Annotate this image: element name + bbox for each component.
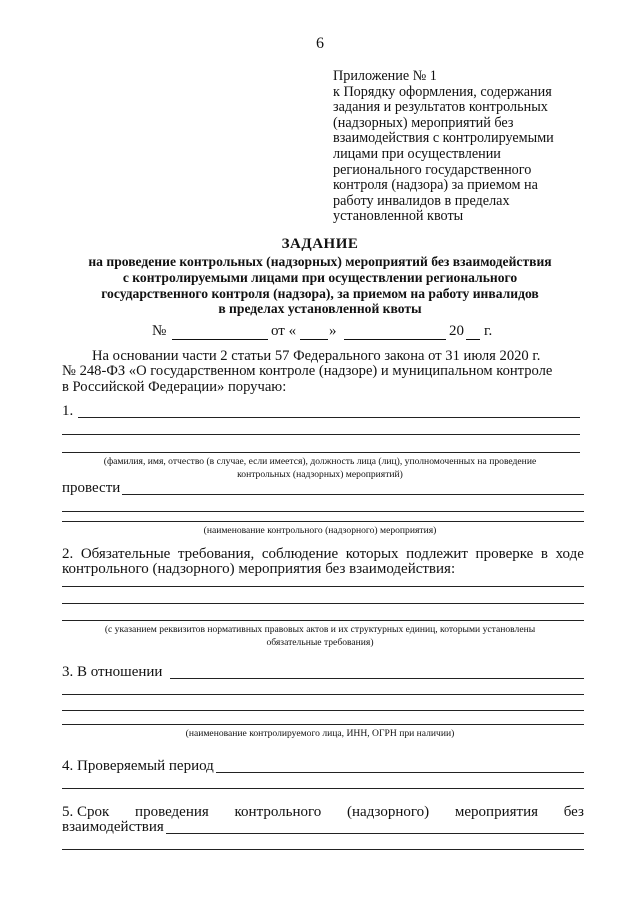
appendix-line: работу инвалидов в пределах	[333, 192, 510, 209]
section3-label: 3. В отношении	[62, 664, 163, 680]
subject-field-line[interactable]	[62, 710, 584, 711]
caption-line: обязательные требования)	[266, 637, 374, 648]
word: требования,	[177, 546, 255, 562]
basis-line: № 248-ФЗ «О государственном контроле (надзоре) и муниципальном контроле	[62, 363, 553, 380]
basis-line: На основании части 2 статьи 57 Федерального закона от 31 июля 2020 г.	[92, 348, 541, 364]
year-prefix: 20	[449, 323, 464, 339]
section1-label: 1.	[62, 403, 74, 419]
conduct-label: провести	[62, 480, 121, 496]
subject-field-line[interactable]	[62, 724, 584, 725]
document-subtitle	[40, 254, 600, 317]
basis-line: в Российской Федерации» поручаю:	[62, 378, 287, 395]
word: проверке	[475, 546, 534, 562]
requirements-field-line[interactable]	[62, 586, 584, 587]
requirements-field-line[interactable]	[62, 620, 584, 621]
appendix-line: к Порядку оформления, содержания	[333, 83, 552, 100]
year-field[interactable]	[466, 339, 480, 340]
page-number: 6	[316, 35, 324, 52]
caption-line: (с указанием реквизитов нормативных правовых актов и их структурных единиц, которыми установлены	[104, 624, 536, 635]
date-quote-close: »	[329, 323, 337, 339]
word: в	[540, 546, 548, 562]
appendix-line: взаимодействия с контролируемыми	[333, 130, 554, 147]
basis-paragraph	[62, 349, 584, 395]
word: контрольного	[234, 804, 322, 820]
word: 2.	[62, 546, 74, 562]
appendix-line: регионального государственного	[333, 161, 532, 178]
month-field[interactable]	[344, 339, 446, 340]
word: ходе	[555, 546, 584, 562]
requirements-field-line[interactable]	[62, 603, 584, 604]
year-suffix: г.	[484, 323, 493, 339]
event-name-field[interactable]	[122, 494, 584, 495]
section5-label-line2: взаимодействия	[62, 819, 164, 835]
subtitle-line: в пределах установленной квоты	[218, 301, 422, 317]
word: проведения	[135, 804, 209, 820]
subject-caption: (наименование контролируемого лица, ИНН, ОГРН при наличии)	[185, 728, 455, 739]
appendix-line: (надзорных) мероприятий без	[333, 114, 514, 131]
subtitle-line: на проведение контрольных (надзорных) мероприятий без взаимодействия	[88, 254, 552, 269]
word: соблюдение	[261, 546, 339, 562]
word: (надзорного)	[347, 804, 430, 820]
word: без	[563, 804, 584, 820]
appendix-line: Приложение № 1	[333, 68, 437, 84]
duration-field-line[interactable]	[62, 849, 584, 850]
event-name-field-line[interactable]	[62, 511, 584, 512]
number-field[interactable]	[172, 339, 268, 340]
period-field[interactable]	[216, 772, 584, 773]
appendix-line: лицами при осуществлении	[333, 145, 501, 162]
appendix-line: контроля (надзора) за приемом на	[333, 177, 538, 194]
section2-heading-line2: контрольного (надзорного) мероприятия без взаимодействия:	[62, 561, 456, 577]
subject-field[interactable]	[170, 678, 584, 679]
subtitle-line: с контролируемыми лицами при осуществлении регионального	[122, 269, 518, 285]
subtitle-line: государственного контроля (надзора), за приемом на работу инвалидов	[101, 285, 539, 301]
word: подлежит	[406, 546, 468, 562]
document-title: ЗАДАНИЕ	[281, 236, 359, 252]
word: мероприятия	[454, 804, 538, 820]
appendix-line: установленной квоты	[333, 208, 464, 225]
inspector-field-line[interactable]	[62, 434, 580, 435]
subject-field-line[interactable]	[62, 694, 584, 695]
caption-line: (фамилия, имя, отчество (в случае, если имеется), должность лица (лиц), уполномоченных на проведение	[103, 456, 537, 467]
section4-label: 4. Проверяемый период	[62, 758, 214, 774]
event-name-caption: (наименование контрольного (надзорного) мероприятия)	[203, 525, 437, 536]
appendix-block	[333, 69, 583, 225]
word: которых	[345, 546, 399, 562]
word: Обязательные	[80, 546, 171, 562]
day-field[interactable]	[300, 339, 328, 340]
word: 5. Срок	[62, 804, 110, 820]
inspector-caption	[40, 455, 600, 481]
caption-line: контрольных (надзорных) мероприятий)	[237, 469, 403, 480]
appendix-line: задания и результатов контрольных	[333, 99, 548, 116]
number-sign: №	[152, 323, 167, 339]
inspector-field[interactable]	[78, 417, 580, 418]
date-from-label: от «	[271, 323, 297, 339]
event-name-field-line[interactable]	[62, 521, 584, 522]
inspector-field-line[interactable]	[62, 452, 580, 453]
period-field-line[interactable]	[62, 788, 584, 789]
duration-field[interactable]	[166, 833, 584, 834]
requirements-caption	[40, 623, 600, 649]
